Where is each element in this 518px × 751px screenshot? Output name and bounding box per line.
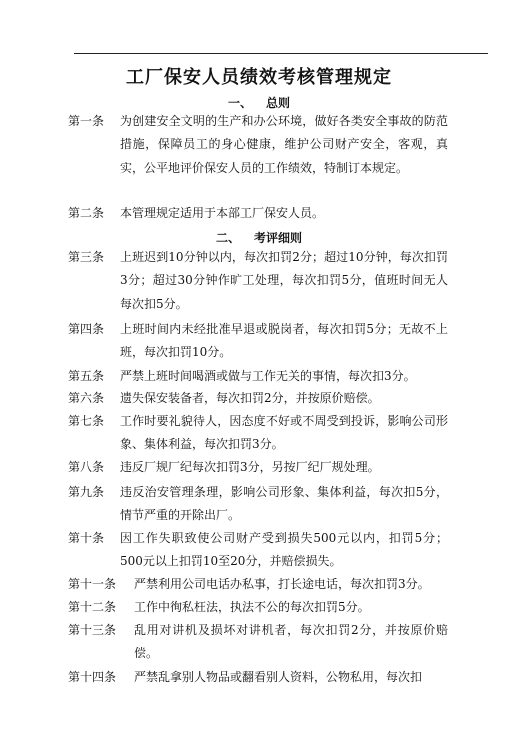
article-number: 第三条 (68, 250, 105, 264)
article-text: 违反厂规厂纪每次扣罚3分，另按厂纪厂规处理。 (120, 460, 380, 474)
document-title: 工厂保安人员绩效考核管理规定 (126, 67, 392, 88)
article-text: 乱用对讲机及损坏对讲机者，每次扣罚2分，并按原价赔偿。 (134, 623, 448, 661)
article-text: 工作时要礼貌待人，因态度不好或不周受到投诉，影响公司形象、集体利益，每次扣罚3分。 (120, 414, 448, 452)
article-text: 严禁上班时间喝酒或做与工作无关的事情，每次扣3分。 (120, 369, 416, 383)
article-text: 违反治安管理条理，影响公司形象、集体利益，每次扣5分，情节严重的开除出厂。 (120, 485, 448, 523)
article-text: 严禁乱拿别人物品或翻看别人资料，公物私用，每次扣 (134, 670, 423, 684)
article-number: 第五条 (68, 369, 105, 383)
article-number: 第十二条 (68, 600, 117, 614)
article-number: 第四条 (68, 322, 105, 336)
article-number: 第十四条 (68, 670, 117, 684)
article-number: 第二条 (68, 206, 105, 220)
section-heading-rules (0, 229, 518, 246)
article-number: 第七条 (68, 414, 105, 428)
article-number: 第十三条 (68, 623, 117, 637)
article-text: 本管理规定适用于本部工厂保安人员。 (120, 206, 325, 220)
article-number: 第十一条 (68, 577, 117, 591)
section-heading-general (0, 94, 518, 111)
article-text: 上班时间内未经批准早退或脱岗者，每次扣罚5分；无故不上班，每次扣罚10分。 (120, 322, 448, 360)
article-text: 严禁利用公司电话办私事，打长途电话，每次扣罚3分。 (134, 577, 430, 591)
article-number: 第八条 (68, 460, 105, 474)
article-number: 第十条 (68, 531, 105, 545)
article-text: 因工作失职致使公司财产受到损失500元以内，扣罚5分；500元以上扣罚10至20分，并赔偿损失。 (120, 531, 448, 569)
article-number: 第一条 (68, 114, 105, 128)
section-title: 考评细则 (254, 231, 303, 245)
article-text: 上班迟到10分钟以内，每次扣罚2分；超过10分钟，每次扣罚3分；超过30分钟作旷工处理，每次扣罚5分，值班时间无人每次扣5分。 (120, 250, 448, 311)
header-rule (74, 53, 488, 54)
section-number: 二、 (215, 231, 240, 245)
article-text: 遗失保安装备者，每次扣罚2分，并按原价赔偿。 (120, 391, 380, 405)
section-number: 一、 (227, 96, 252, 110)
article-number: 第六条 (68, 391, 105, 405)
article-number: 第九条 (68, 485, 105, 499)
article-text: 工作中徇私枉法，执法不公的每次扣罚5分。 (134, 600, 370, 614)
section-title: 总则 (266, 96, 291, 110)
article-text: 为创建安全文明的生产和办公环境，做好各类安全事故的防范措施，保障员工的身心健康，维护公司财产安全，客观，真实，公平地评价保安人员的工作绩效，特制订本规定。 (120, 114, 448, 175)
